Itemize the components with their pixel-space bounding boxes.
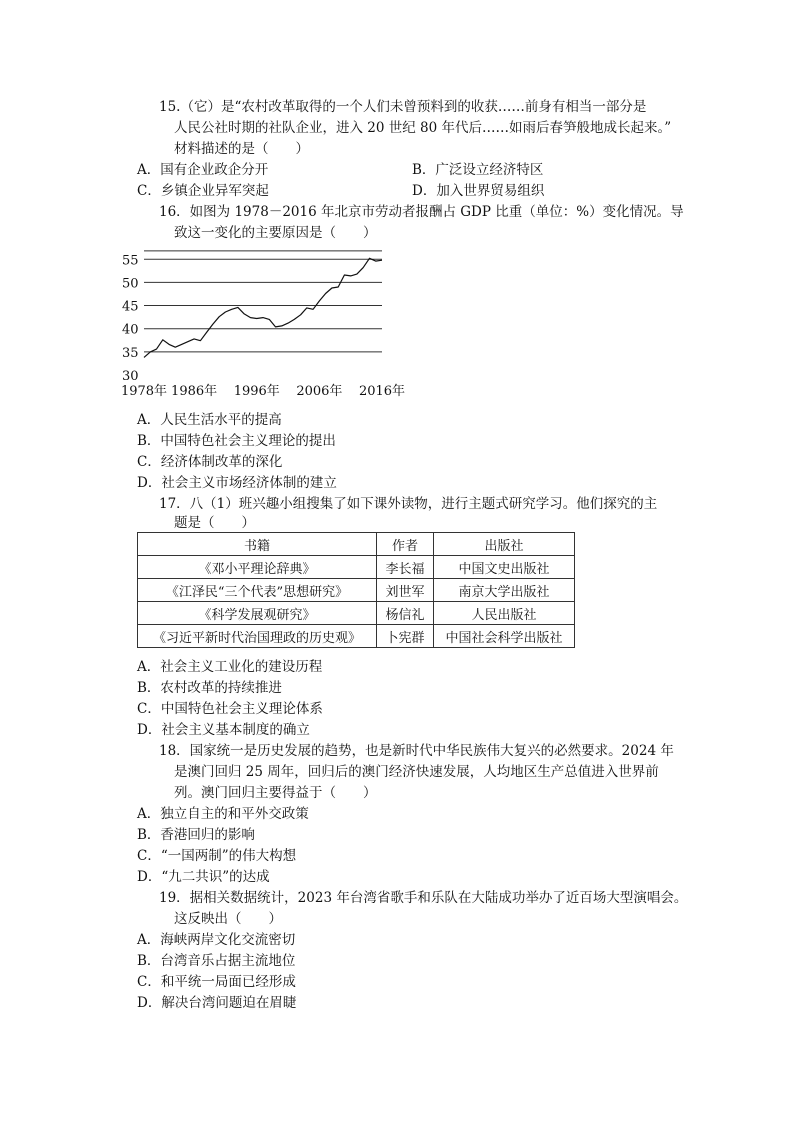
x-tick-label: 1978年 [120,384,168,399]
q17-option-c[interactable]: C．中国特色社会主义理论体系 [137,701,323,717]
q15-option-b[interactable]: B．广泛设立经济特区 [412,162,544,178]
table-header-row [138,533,575,556]
table-row [138,556,575,579]
table-cell-book: 《邓小平理论辞典》 [138,556,377,579]
q16-option-c[interactable]: C．经济体制改革的深化 [137,454,283,470]
table-cell-publisher: 人民出版社 [434,602,575,625]
table-row [138,625,575,648]
q17-stem-line1: 17．八（1）班兴趣小组搜集了如下课外读物，进行主题式研究学习。他们探究的主 [159,496,658,512]
table-header-publisher: 出版社 [434,533,575,556]
x-tick-label: 1996年 [233,384,280,399]
q18-option-c[interactable]: C．“一国两制”的伟大构想 [137,848,297,864]
q16-option-a[interactable]: A．人民生活水平的提高 [137,412,282,428]
y-tick-label: 45 [122,299,139,315]
y-tick-label: 35 [122,345,139,361]
table-row [138,579,575,602]
q18-stem-line2: 是澳门回归 25 周年，回归后的澳门经济快速发展，人均地区生产总值进入世界前 [174,764,659,780]
x-tick-label: 2016年 [358,384,406,399]
q15-option-d[interactable]: D．加入世界贸易组织 [412,183,545,199]
q19-stem-line2: 这反映出（ ） [174,911,282,927]
table-header-book: 书籍 [138,533,377,556]
q19-option-c[interactable]: C．和平统一局面已经形成 [137,974,296,990]
q18-option-b[interactable]: B．香港回归的影响 [137,827,255,843]
labor-share-line-chart [118,244,406,402]
q15-option-a[interactable]: A．国有企业政企分开 [137,162,269,178]
q16-option-b[interactable]: B．中国特色社会主义理论的提出 [137,433,336,449]
x-tick-label: 1986年 [171,384,218,399]
table-cell-author: 杨信礼 [377,602,434,625]
series-line [144,258,382,357]
table-cell-publisher: 南京大学出版社 [434,579,575,602]
q17-option-b[interactable]: B．农村改革的持续推进 [137,680,282,696]
table-cell-publisher: 中国社会科学出版社 [434,625,575,648]
q16-option-d[interactable]: D．社会主义市场经济体制的建立 [137,475,337,491]
table-row [138,602,575,625]
y-tick-label: 55 [122,253,139,269]
y-tick-label: 30 [122,369,139,384]
q19-option-a[interactable]: A．海峡两岸文化交流密切 [137,932,296,948]
q18-stem-line3: 列。澳门回归主要得益于（ ） [174,785,377,801]
table-cell-author: 李长福 [377,556,434,579]
table-cell-author: 刘世军 [377,579,434,602]
q19-option-b[interactable]: B．台湾音乐占据主流地位 [137,953,296,969]
q19-option-d[interactable]: D．解决台湾问题迫在眉睫 [137,995,297,1011]
table-cell-author: 卜宪群 [377,625,434,648]
table-cell-book: 《科学发展观研究》 [138,602,377,625]
q18-stem-line1: 18．国家统一是历史发展的趋势，也是新时代中华民族伟大复兴的必然要求。2024 年 [159,743,674,759]
table-cell-publisher: 中国文史出版社 [434,556,575,579]
table-cell-book: 《习近平新时代治国理政的历史观》 [138,625,377,648]
q17-option-a[interactable]: A．社会主义工业化的建设历程 [137,659,323,675]
y-tick-label: 50 [122,276,139,292]
q15-option-c[interactable]: C．乡镇企业异军突起 [137,183,269,199]
q17-option-d[interactable]: D．社会主义基本制度的确立 [137,722,310,738]
q15-stem-line2: 人民公社时期的社队企业，进入 20 世纪 80 年代后……如雨后春笋般地成长起来。” [174,120,672,136]
table-cell-book: 《江泽民“三个代表”思想研究》 [138,579,377,602]
table-header-author: 作者 [377,533,434,556]
q16-stem-line1: 16．如图为 1978－2016 年北京市劳动者报酬占 GDP 比重（单位：%）变化情况。导 [159,204,684,220]
q16-stem-line2: 致这一变化的主要原因是（ ） [174,225,377,241]
x-tick-label: 2006年 [296,384,343,399]
q17-stem-line2: 题是（ ） [174,515,255,531]
q19-stem-line1: 19．据相关数据统计，2023 年台湾省歌手和乐队在大陆成功举办了近百场大型演唱会。 [159,890,688,906]
q15-stem-line1: 15.（它）是“农村改革取得的一个人们未曾预料到的收获……前身有相当一部分是 [159,99,647,115]
reading-list-table [137,532,575,648]
q18-option-a[interactable]: A．独立自主的和平外交政策 [137,806,309,822]
y-tick-label: 40 [122,322,139,338]
q15-stem-line3: 材料描述的是（ ） [174,141,309,157]
q18-option-d[interactable]: D．“九二共识”的达成 [137,869,270,885]
